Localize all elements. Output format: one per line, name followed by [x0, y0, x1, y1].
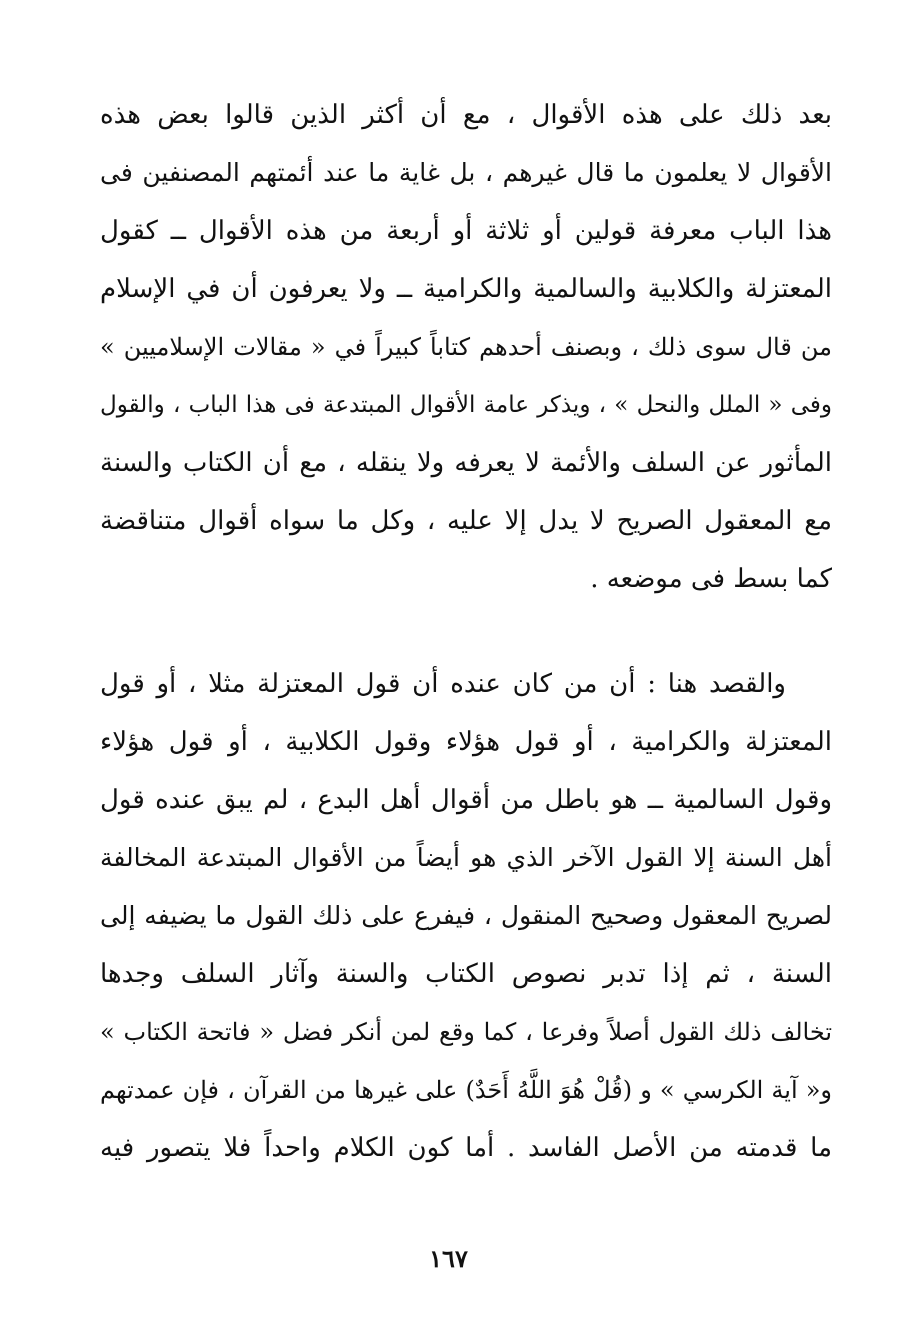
- text-line: المعتزلة والكلابية والسالمية والكرامية ــ ولا يعرفون أن في الإسلام: [100, 274, 832, 304]
- text-line: وفى « الملل والنحل » ، ويذكر عامة الأقوال المبتدعة فى هذا الباب ، والقول: [100, 392, 832, 418]
- text-line: المعتزلة والكرامية ، أو قول هؤلاء وقول الكلابية ، أو قول هؤلاء: [100, 727, 832, 757]
- paragraph-1: [100, 86, 832, 608]
- paragraph-2: [100, 655, 832, 1177]
- page-number: ١٦٧: [429, 1244, 468, 1273]
- text-line: أهل السنة إلا القول الآخر الذي هو أيضاً من الأقوال المبتدعة المخالفة: [100, 843, 832, 872]
- text-line: وقول السالمية ــ هو باطل من أقوال أهل البدع ، لم يبق عنده قول: [100, 785, 832, 815]
- text-line: السنة ، ثم إذا تدبر نصوص الكتاب والسنة وآثار السلف وجدها: [100, 959, 832, 989]
- text-line: الأقوال لا يعلمون ما قال غيرهم ، بل غاية ما عند أئمتهم المصنفين فى: [100, 158, 832, 187]
- text-line: المأثور عن السلف والأئمة لا يعرفه ولا ينقله ، مع أن الكتاب والسنة: [100, 448, 832, 478]
- text-line: هذا الباب معرفة قولين أو ثلاثة أو أربعة من هذه الأقوال ــ كقول: [100, 216, 832, 246]
- text-line: بعد ذلك على هذه الأقوال ، مع أن أكثر الذين قالوا بعض هذه: [100, 100, 832, 130]
- text-line: كما بسط فى موضعه .: [590, 564, 832, 594]
- text-line: و« آية الكرسي » و (قُلْ هُوَ اللَّهُ أَحَدٌ) على غيرها من القرآن ، فإن عمدتهم: [100, 1076, 832, 1104]
- text-line: تخالف ذلك القول أصلاً وفرعا ، كما وقع لمن أنكر فضل « فاتحة الكتاب »: [100, 1018, 832, 1046]
- text-line: مع المعقول الصريح لا يدل إلا عليه ، وكل ما سواه أقوال متناقضة: [100, 506, 832, 536]
- text-line: لصريح المعقول وصحيح المنقول ، فيفرع على ذلك القول ما يضيفه إلى: [100, 901, 832, 930]
- text-line: والقصد هنا : أن من كان عنده أن قول المعتزلة مثلا ، أو قول: [100, 669, 786, 699]
- text-line: من قال سوى ذلك ، وبصنف أحدهم كتاباً كبيراً في « مقالات الإسلاميين »: [100, 333, 832, 361]
- text-line: ما قدمته من الأصل الفاسد . أما كون الكلام واحداً فلا يتصور فيه: [100, 1133, 832, 1163]
